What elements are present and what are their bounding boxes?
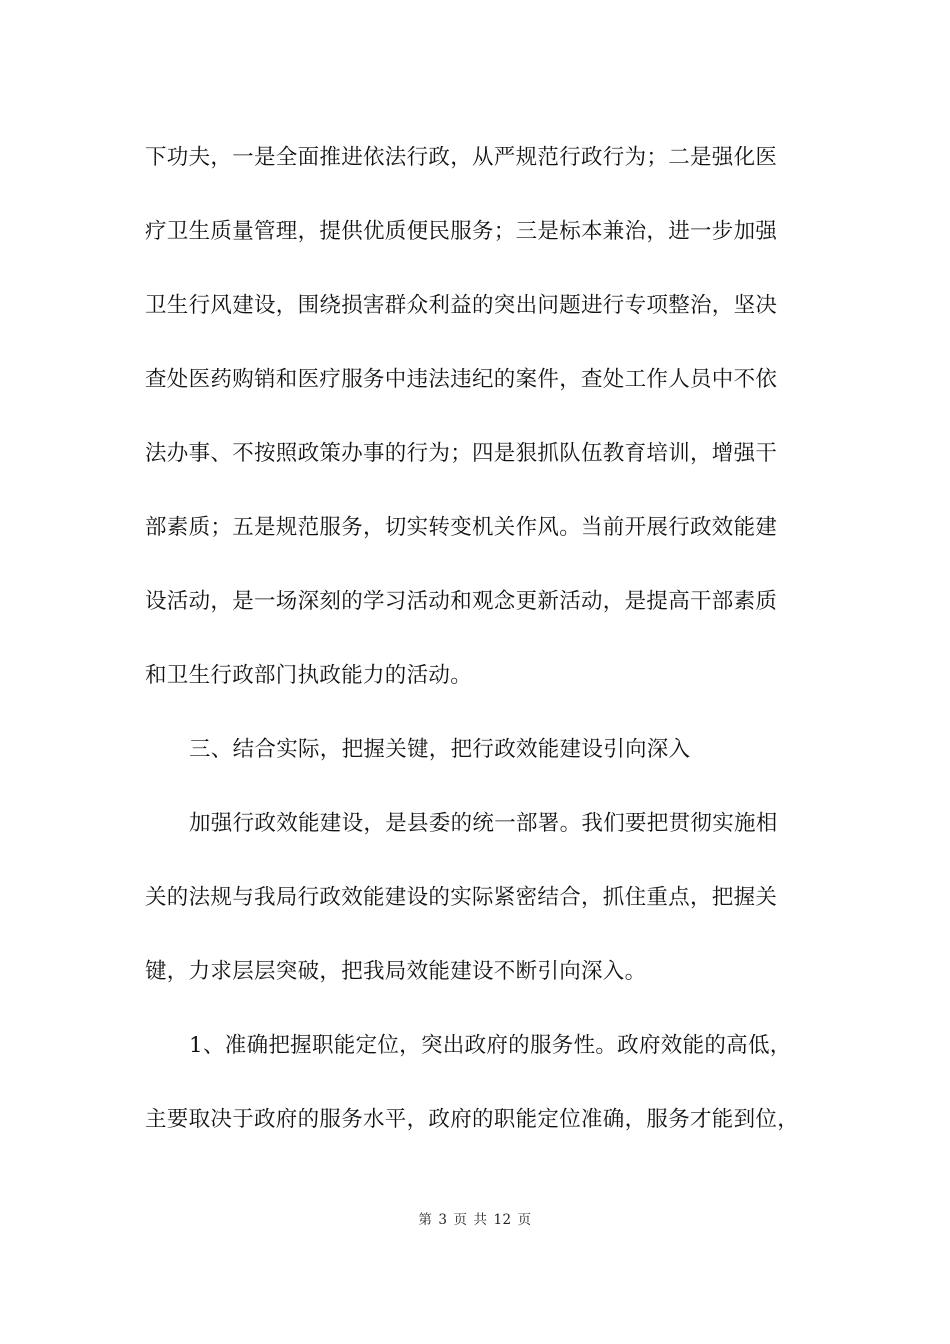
footer-prefix: 第 — [418, 1212, 433, 1228]
page-footer — [0, 1208, 950, 1228]
document-body — [145, 134, 810, 1170]
text-line: 查处医药购销和医疗服务中违法违纪的案件，查处工作人员中不依 — [145, 367, 778, 392]
text-line: 下功夫，一是全面推进依法行政，从严规范行政行为；二是强化医 — [145, 145, 778, 170]
text-line: 关的法规与我局行政效能建设的实际紧密结合，抓住重点，把握关 — [145, 885, 778, 910]
text-line: 主要取决于政府的服务水平，政府的职能定位准确，服务才能到位， — [145, 1107, 800, 1132]
text-line: 设活动，是一场深刻的学习活动和观念更新活动，是提高干部素质 — [145, 589, 778, 614]
text-line: 疗卫生质量管理，提供优质便民服务；三是标本兼治，进一步加强 — [145, 219, 778, 244]
text-line: 卫生行风建设，围绕损害群众利益的突出问题进行专项整治，坚决 — [145, 293, 778, 318]
footer-mid1: 页 — [453, 1212, 468, 1228]
numbered-item-first-line: 1、准确把握职能定位，突出政府的服务性。政府效能的高低， — [189, 1033, 792, 1058]
current-page-number: 3 — [438, 1212, 448, 1228]
text-line: 部素质；五是规范服务，切实转变机关作风。当前开展行政效能建 — [145, 515, 778, 540]
text-line: 和卫生行政部门执政能力的活动。 — [145, 663, 473, 688]
footer-suffix: 页 — [517, 1212, 532, 1228]
section-heading: 三、结合实际，把握关键，把行政效能建设引向深入 — [189, 737, 691, 762]
paragraph-first-line: 加强行政效能建设，是县委的统一部署。我们要把贯彻实施相 — [189, 811, 778, 836]
text-line: 键，力求层层突破，把我局效能建设不断引向深入。 — [145, 959, 647, 984]
footer-mid2: 共 — [473, 1212, 488, 1228]
total-pages-number: 12 — [493, 1212, 512, 1228]
text-line: 法办事、不按照政策办事的行为；四是狠抓队伍教育培训，增强干 — [145, 441, 778, 466]
